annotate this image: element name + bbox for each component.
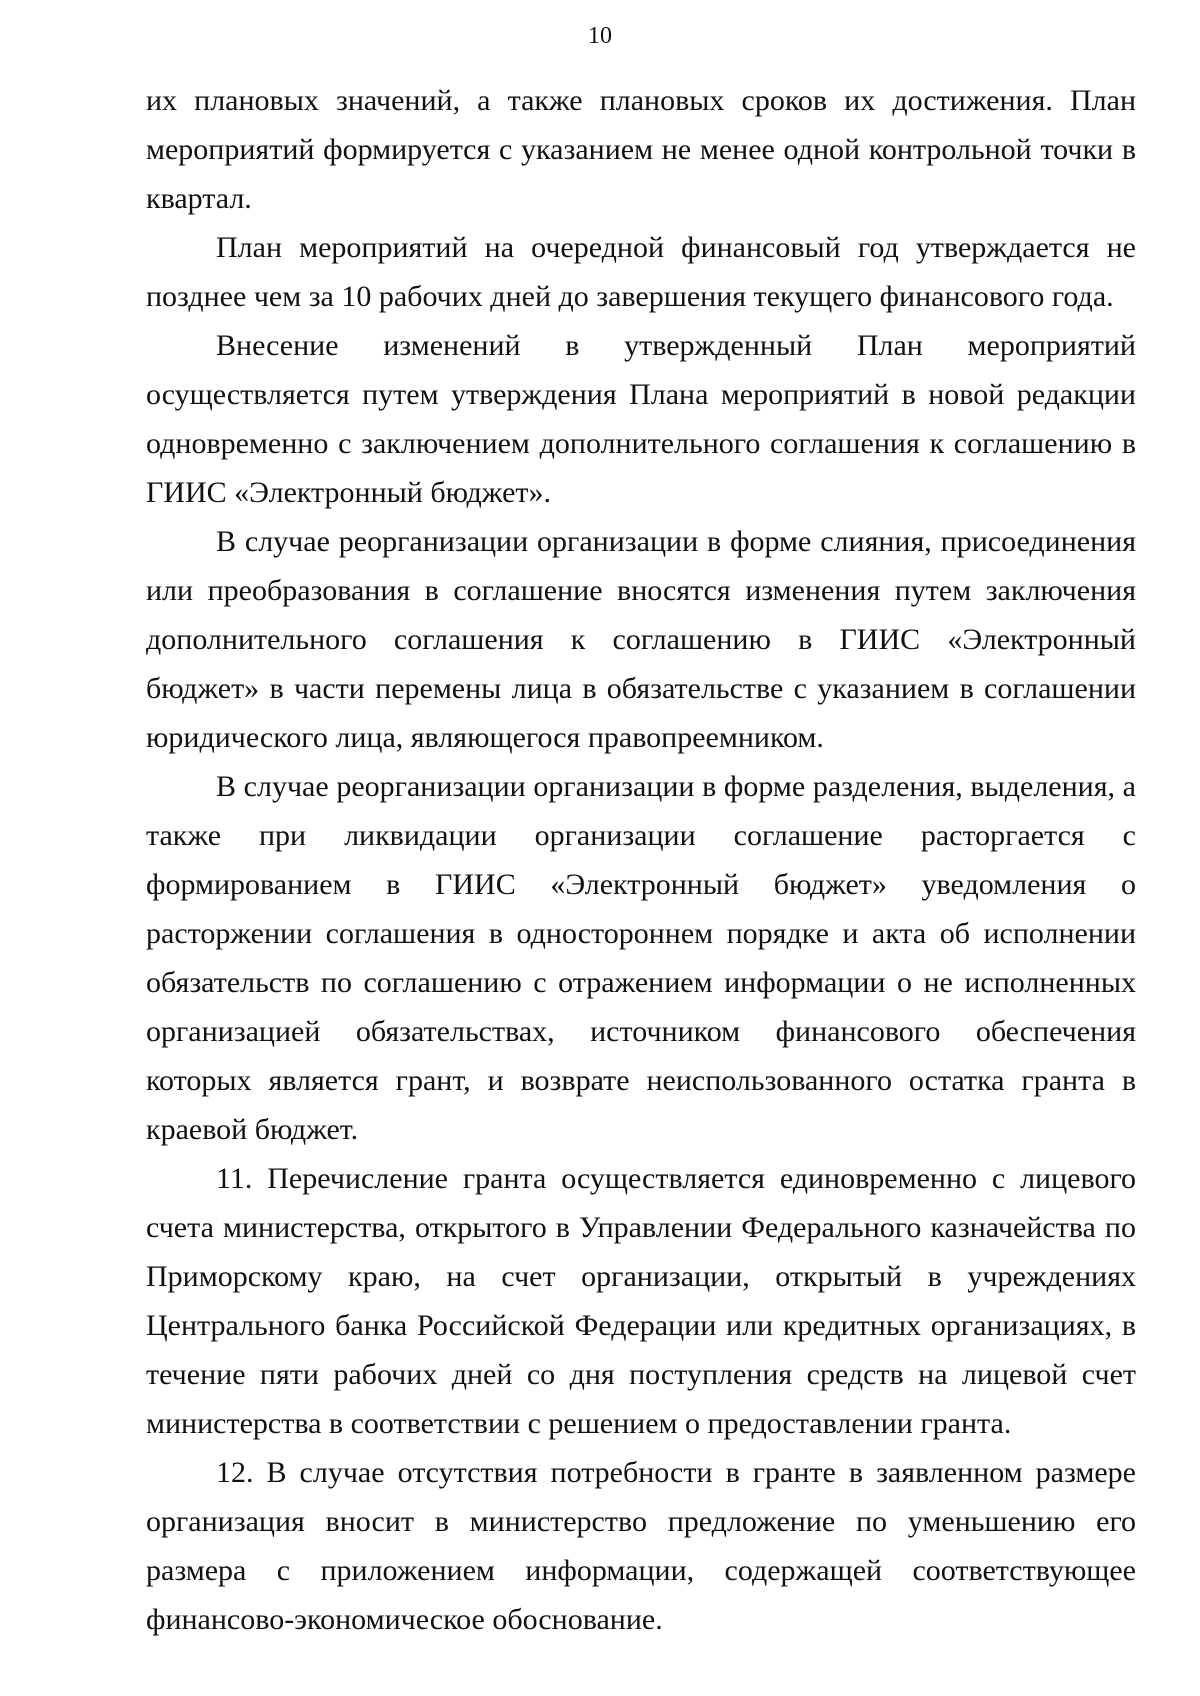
paragraph-reorganization-merger: В случае реорганизации организации в форме слияния, присоединения или преобразования в соглашение вносятся изменения путем заключения дополнительного соглашения к соглашению в ГИИС «Электронный бюджет» в части перемены лица в обязательстве с указанием в соглашении юридического лица, являющегося правопреемником. bbox=[146, 525, 1136, 754]
page-number: 10 bbox=[588, 23, 612, 49]
paragraph-plan-changes: Внесение изменений в утвержденный План мероприятий осуществляется путем утверждения Плана мероприятий в новой редакции одновременно с заключением дополнительного соглашения к соглашению в ГИИС «Электронный бюджет». bbox=[146, 329, 1136, 509]
paragraph-plan-approval: План мероприятий на очередной финансовый год утверждается не позднее чем за 10 рабочих дней до завершения текущего финансового года. bbox=[146, 231, 1136, 313]
paragraph-reorganization-division: В случае реорганизации организации в форме разделения, выделения, а также при ликвидации организации соглашение расторгается с формированием в ГИИС «Электронный бюджет» уведомления о расторжении соглашения в одностороннем порядке и акта об исполнении обязательств по соглашению с отражением информации о не исполненных организацией обязательствах, источником финансового обеспечения которых является грант, и возврате неиспользованного остатка гранта в краевой бюджет. bbox=[146, 770, 1136, 1146]
paragraph-item-12: 12. В случае отсутствия потребности в гранте в заявленном размере организация вносит в министерство предложение по уменьшению его размера с приложением информации, содержащей соответствующее финансово-экономическое обоснование. bbox=[146, 1456, 1136, 1636]
document-body bbox=[146, 76, 1136, 1644]
paragraph-plan-values: их плановых значений, а также плановых сроков их достижения. План мероприятий формируется с указанием не менее одной контрольной точки в квартал. bbox=[146, 84, 1136, 215]
paragraph-item-11: 11. Перечисление гранта осуществляется единовременно с лицевого счета министерства, открытого в Управлении Федерального казначейства по Приморскому краю, на счет организации, открытый в учреждениях Центрального банка Российской Федерации или кредитных организациях, в течение пяти рабочих дней со дня поступления средств на лицевой счет министерства в соответствии с решением о предоставлении гранта. bbox=[146, 1162, 1136, 1440]
